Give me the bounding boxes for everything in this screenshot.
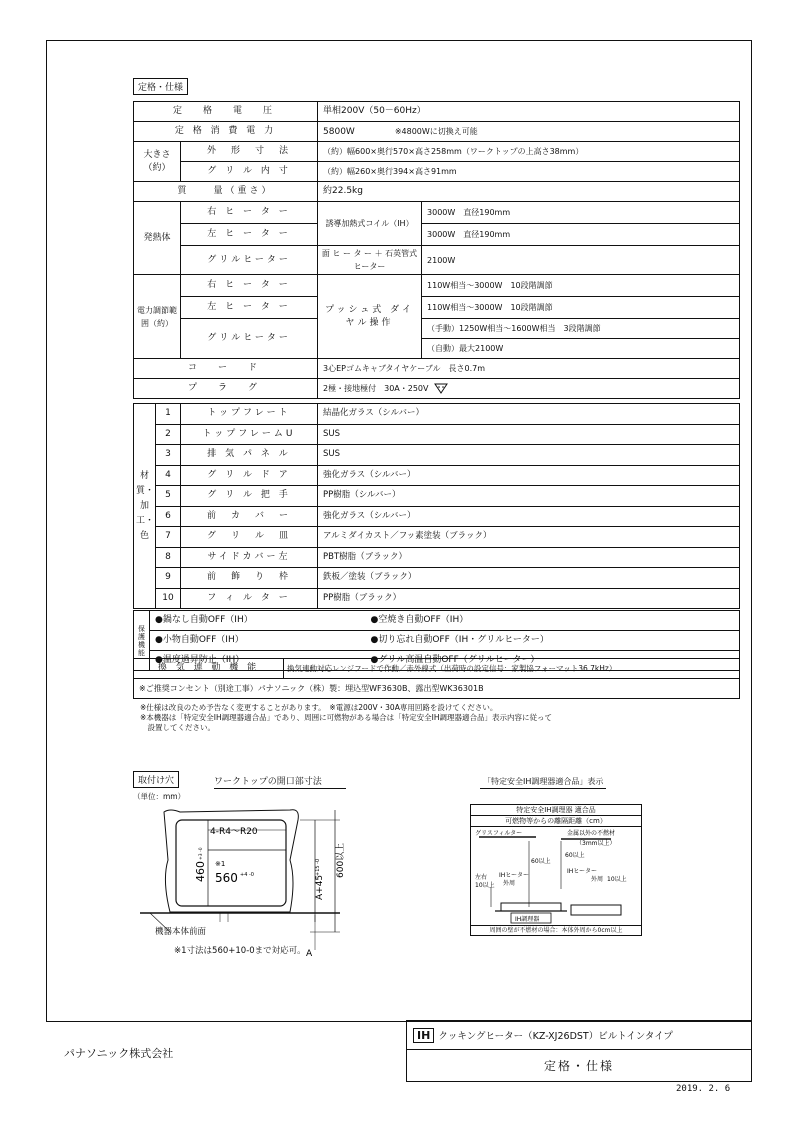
material-row: [134, 404, 740, 425]
ih-heater-b-label: IHヒーター: [567, 868, 598, 875]
heater-left-label: 左 ヒ ー タ ー: [181, 224, 318, 246]
size-label: 大きさ（約）: [134, 142, 181, 182]
rated-power-value: 5800W: [323, 126, 355, 137]
row-control-right: [134, 275, 740, 297]
doc-title: 定格・仕様: [543, 1059, 614, 1073]
material-name: 前 カ バ ー: [181, 506, 318, 527]
safety-diagram: [471, 827, 641, 935]
grill-size-label: グ リ ル 内 寸: [181, 162, 318, 182]
control-right-value: 110W相当～3000W 10段階調節: [422, 275, 740, 297]
nonflammable-thk-label: （3mm以上）: [576, 840, 616, 847]
weight-label: 質 量（重さ）: [134, 182, 318, 202]
ih-type: 誘導加熱式コイル（IH）: [318, 202, 422, 246]
ten-a-label: 10以上: [475, 882, 495, 889]
above-60a: 60以上: [531, 858, 551, 865]
control-grill-manual: （手動）1250W相当～1600W相当 3段階調節: [422, 319, 740, 339]
outer-size-label: 外 形 寸 法: [181, 142, 318, 162]
above-60b: 60以上: [565, 852, 585, 859]
note-line-2: ※本機器は「特定安全IH調理器適合品」であり、周囲に可燃物がある場合は「特定安全IH調理器適合品」表示内容に従って: [140, 713, 552, 722]
safety-title: 「特定安全IH調理器適合品」表示: [480, 776, 606, 789]
row-heater-grill: [134, 246, 740, 275]
material-no: 10: [156, 588, 181, 609]
cutout-title: 取付け穴: [133, 771, 179, 788]
control-grill-auto: （自動）最大2100W: [422, 339, 740, 359]
vent-label: 換 気 連 動 機 能: [134, 659, 284, 679]
material-value: PBT樹脂（ブラック）: [318, 547, 740, 568]
materials-table: [133, 403, 740, 609]
material-value: PP樹脂（ブラック）: [318, 588, 740, 609]
row-plug: [134, 379, 740, 399]
safety-bottom-note: 周囲の壁が不燃材の場合：本体外周から0cm以上: [471, 925, 641, 935]
row-control-left: [134, 297, 740, 319]
plug-label: プ ラ グ: [134, 379, 318, 399]
note-line-3: 設置してください。: [140, 723, 215, 732]
nonflammable-label: 金属以外の不燃材: [567, 830, 616, 837]
grill-heater-value: 2100W: [422, 246, 740, 275]
vent-value: 換気連動対応レンジフードで作動／赤外線式（出荷時の設定信号：家製協フォーマット36.7kHz）: [284, 659, 740, 679]
notes-block: [140, 703, 552, 733]
heater-left-value: 3000W 直径190mm: [422, 224, 740, 246]
depth-dim-label: A+45: [315, 874, 325, 900]
heater-grill-label: グリルヒーター: [181, 246, 318, 275]
heater-right-value: 3000W 直径190mm: [422, 202, 740, 224]
row-cord: [134, 359, 740, 379]
materials-label: 材質・加工・色: [134, 404, 156, 609]
spec-table-top: [133, 101, 740, 399]
row-heater-left: [134, 224, 740, 246]
material-no: 7: [156, 527, 181, 548]
rated-power-note: ※4800Wに切換え可能: [394, 126, 478, 136]
control-label: 電力調節範囲（約）: [134, 275, 181, 359]
footer-box: [406, 1020, 752, 1082]
material-name: トップフレームU: [181, 424, 318, 445]
protection-item-4: ●切り忘れ自動OFF（IH・グリルヒーター）: [351, 631, 740, 651]
weight-value: 約22.5kg: [318, 182, 740, 202]
protection-item-2: ●空焼き自動OFF（IH）: [351, 611, 740, 631]
worktop-outline: [164, 810, 298, 912]
cutout-footnote: ※1寸法は560+10-0まで対応可。: [174, 946, 306, 956]
grill-heater-type: 面 ヒ ー タ ー ＋ 石英管式ヒーター: [318, 246, 422, 275]
material-no: 1: [156, 404, 181, 425]
material-no: 4: [156, 465, 181, 486]
left-right-label: 左右: [475, 874, 488, 881]
rated-power-label: 定 格 消 費 電 力: [134, 122, 318, 142]
ih-unit-label: IH調理器: [515, 916, 540, 923]
height-tol-label: +3 -0: [199, 847, 204, 860]
material-row: [134, 588, 740, 609]
material-name: サイドカバー左: [181, 547, 318, 568]
material-no: 6: [156, 506, 181, 527]
row-outer-size: [134, 142, 740, 162]
corner-radius-label: 4-R4～R20: [210, 827, 258, 837]
material-value: 結晶化ガラス（シルバー）: [318, 404, 740, 425]
row-grill-size: [134, 162, 740, 182]
material-value: 鉄板／塗装（ブラック）: [318, 568, 740, 589]
cutout-unit: （単位：mm）: [133, 792, 186, 801]
width-mark: ※1: [215, 860, 226, 868]
control-grill-label: グリルヒーター: [181, 319, 318, 359]
material-row: [134, 547, 740, 568]
material-value: PP樹脂（シルバー）: [318, 486, 740, 507]
heater-right-label: 右 ヒ ー タ ー: [181, 202, 318, 224]
front-label: 機器本体前面: [155, 927, 207, 937]
a-label: A: [306, 949, 313, 959]
material-row: [134, 568, 740, 589]
section-title: 定格・仕様: [133, 78, 188, 95]
depth-tol-label: +15 -0: [315, 858, 321, 876]
material-row: [134, 486, 740, 507]
rated-voltage-value: 単相200V（50－60Hz）: [318, 102, 740, 122]
control-right-label: 右 ヒ ー タ ー: [181, 275, 318, 297]
plug-value: 2極・接地極付 30A・250V: [323, 384, 429, 393]
material-no: 2: [156, 424, 181, 445]
control-left-label: 左 ヒ ー タ ー: [181, 297, 318, 319]
doc-date: 2019. 2. 6: [676, 1084, 731, 1094]
row-weight: [134, 182, 740, 202]
plug-symbol-icon: [434, 383, 448, 394]
height-dim-label: 460: [194, 861, 207, 882]
vent-table: [133, 658, 740, 699]
control-method: プッシュ式 ダイヤル操作: [318, 275, 422, 359]
outer-b-label: 外周: [591, 876, 604, 883]
grill-size-value: （約）幅260×奥行394×高さ91mm: [318, 162, 740, 182]
material-value: SUS: [318, 424, 740, 445]
material-row: [134, 445, 740, 466]
material-name: 前 飾 り 枠: [181, 568, 318, 589]
control-left-value: 110W相当～3000W 10段階調節: [422, 297, 740, 319]
material-value: アルミダイカスト／フッ素塗装（ブラック）: [318, 527, 740, 548]
material-no: 5: [156, 486, 181, 507]
width-tol-label: +4 -0: [240, 872, 254, 878]
safety-box-title: 特定安全IH調理器 適合品: [471, 805, 641, 816]
row-heater-right: [134, 202, 740, 224]
cutout-subtitle: ワークトップの開口部寸法: [214, 774, 346, 789]
material-no: 3: [156, 445, 181, 466]
heater-label: 発熱体: [134, 202, 181, 275]
material-name: グ リ ル ド ア: [181, 465, 318, 486]
ih-heater-a-label: IHヒーター: [499, 872, 530, 879]
protection-item-5: ●温度過昇防止（IH）: [150, 651, 351, 671]
material-value: SUS: [318, 445, 740, 466]
material-row: [134, 527, 740, 548]
material-row: [134, 424, 740, 445]
protection-item-6: ●グリル高温自動OFF（グリルヒーター）: [351, 651, 740, 671]
cord-label: コ ー ド: [134, 359, 318, 379]
ih-badge: IH: [413, 1028, 434, 1043]
protection-item-1: ●鍋なし自動OFF（IH）: [150, 611, 351, 631]
clearance-label: 600以上: [336, 842, 346, 878]
material-value: 強化ガラス（シルバー）: [318, 465, 740, 486]
row-control-grill-manual: [134, 319, 740, 339]
row-rated-power: [134, 122, 740, 142]
material-value: 強化ガラス（シルバー）: [318, 506, 740, 527]
material-no: 8: [156, 547, 181, 568]
material-name: トップフレート: [181, 404, 318, 425]
outlet-note: ※ご推奨コンセント（別途工事）パナソニック（株）製：埋込型WF3630B、露出型WK36301B: [134, 679, 740, 699]
outer-a-label: 外周: [503, 880, 516, 887]
company-name: パナソニック株式会社: [64, 1047, 174, 1060]
material-name: グ リ ル 把 手: [181, 486, 318, 507]
rated-voltage-label: 定 格 電 圧: [134, 102, 318, 122]
safety-box-subtitle: 可燃物等からの離隔距離（cm）: [471, 816, 641, 827]
cord-value: 3心EPゴムキャブタイヤケーブル 長さ0.7m: [318, 359, 740, 379]
material-name: 排 気 パ ネ ル: [181, 445, 318, 466]
note-line-1: ※仕様は改良のため予告なく変更することがあります。 ※電源は200V・30A専用回路を設けてください。: [140, 703, 498, 712]
row-rated-voltage: [134, 102, 740, 122]
material-name: フ ィ ル タ ー: [181, 588, 318, 609]
material-no: 9: [156, 568, 181, 589]
ten-b-label: 10以上: [607, 876, 627, 883]
grease-filter-label: グリスフィルター: [475, 830, 523, 837]
protection-label: 保護機能: [134, 611, 150, 671]
width-dim-label: 560: [215, 871, 238, 885]
protection-item-3: ●小物自動OFF（IH）: [150, 631, 351, 651]
material-row: [134, 506, 740, 527]
material-name: グ リ ル 皿: [181, 527, 318, 548]
footer-product-row: [407, 1021, 751, 1050]
product-name: クッキングヒーター（KZ-XJ26DST）ビルトインタイプ: [438, 1031, 673, 1042]
material-row: [134, 465, 740, 486]
outer-size-value: （約）幅600×奥行570×高さ258mm（ワークトップの上高さ38mm）: [318, 142, 740, 162]
safety-label-box: [470, 804, 642, 936]
